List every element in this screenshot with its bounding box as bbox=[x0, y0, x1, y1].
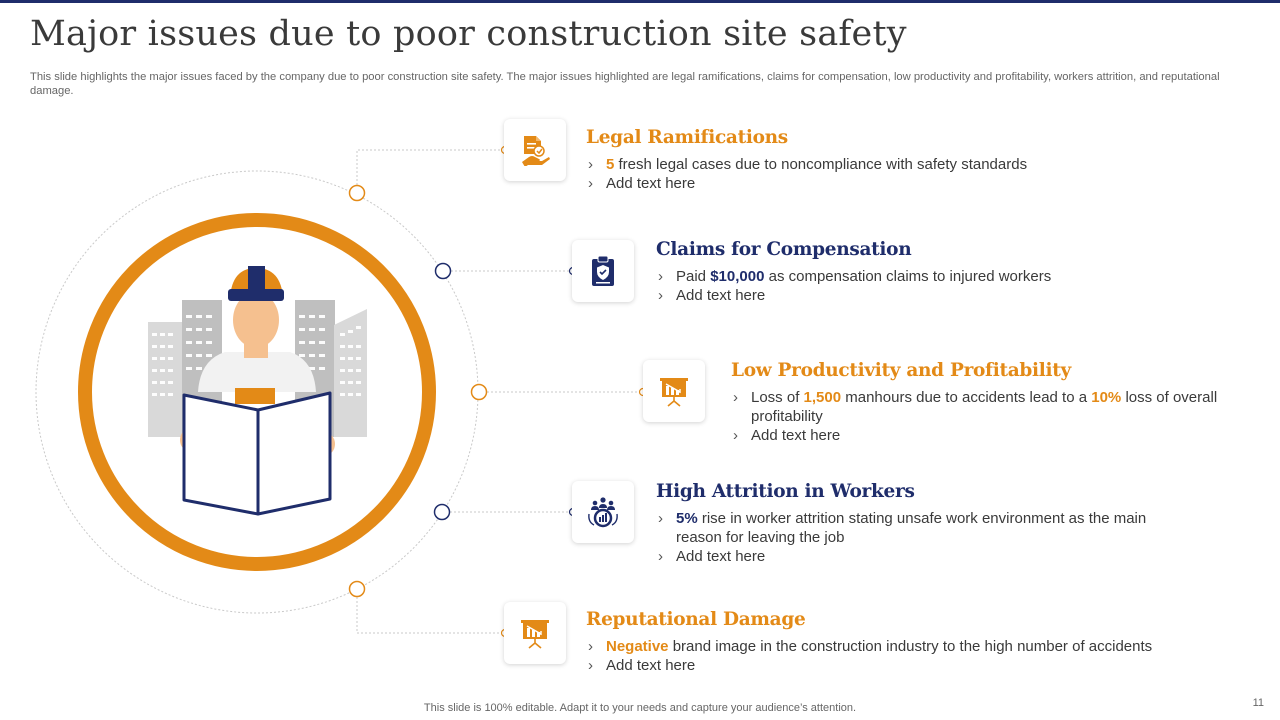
declining-chart-presentation-icon bbox=[658, 375, 690, 407]
issue-bullets bbox=[586, 155, 1246, 193]
reputation-icon-box bbox=[504, 602, 566, 664]
bullet-text: brand image in the construction industry to the high number of accidents bbox=[668, 638, 1153, 655]
workers-group-chart-icon bbox=[587, 496, 619, 528]
clipboard-shield-icon bbox=[587, 255, 619, 287]
highlight-value: 5% bbox=[676, 510, 698, 527]
bullet-text: Add text here bbox=[751, 427, 841, 444]
claims-icon-box bbox=[572, 240, 634, 302]
issue-high-attrition bbox=[656, 480, 1196, 566]
issue-bullets bbox=[731, 388, 1256, 445]
issue-low-productivity bbox=[731, 359, 1256, 445]
issue-bullets bbox=[656, 267, 1256, 305]
bullet-text: rise in worker attrition stating unsafe work environment as the main reason for leaving the job bbox=[676, 510, 1147, 546]
bullet-item bbox=[656, 509, 1196, 547]
bullet-prefix: Loss of bbox=[751, 389, 804, 406]
bullet-text: fresh legal cases due to noncompliance with safety standards bbox=[614, 156, 1028, 173]
highlight-value: $10,000 bbox=[710, 268, 765, 285]
connector-reputation bbox=[357, 589, 505, 633]
bullet-text: Add text here bbox=[606, 657, 696, 674]
bullet-item bbox=[586, 656, 1246, 675]
bullet-text: Add text here bbox=[606, 175, 696, 192]
attrition-icon-box bbox=[572, 481, 634, 543]
bullet-item bbox=[656, 547, 1196, 566]
issue-title: High Attrition in Workers bbox=[656, 481, 915, 502]
bullet-item bbox=[586, 155, 1246, 174]
issue-bullets bbox=[586, 637, 1246, 675]
declining-chart-presentation-icon bbox=[519, 617, 551, 649]
bullet-item bbox=[586, 174, 1246, 193]
issue-title: Reputational Damage bbox=[586, 609, 806, 630]
issue-legal-ramifications bbox=[586, 126, 1246, 193]
bullet-text: Add text here bbox=[676, 548, 766, 565]
ring-node-claims bbox=[436, 264, 451, 279]
connector-legal bbox=[357, 150, 505, 193]
ring-node-legal bbox=[350, 186, 365, 201]
issue-title: Claims for Compensation bbox=[656, 239, 912, 260]
bullet-item bbox=[731, 426, 1256, 445]
highlight-value: Negative bbox=[606, 638, 669, 655]
bullet-prefix: Paid bbox=[676, 268, 711, 285]
bullet-item bbox=[656, 286, 1256, 305]
highlight-value: 1,500 bbox=[803, 389, 842, 406]
bullet-text: Add text here bbox=[676, 287, 766, 304]
legal-icon-box bbox=[504, 119, 566, 181]
highlight-value: 10% bbox=[1091, 389, 1122, 406]
bullet-text: as compensation claims to injured workers bbox=[764, 268, 1052, 285]
bullet-item bbox=[586, 637, 1246, 656]
page-number: 11 bbox=[1252, 697, 1264, 709]
issue-claims-for-compensation bbox=[656, 238, 1256, 305]
slide-title: Major issues due to poor construction site safety bbox=[30, 14, 907, 54]
ring-node-reputation bbox=[350, 582, 365, 597]
issue-reputational-damage bbox=[586, 608, 1246, 675]
slide-subtitle: This slide highlights the major issues faced by the company due to poor construction site safety. The major issues highlighted are legal ramifications, claims for compensation, low productivity and profitability, workers attrition, and reputational damage. bbox=[30, 71, 1220, 97]
issue-title: Legal Ramifications bbox=[586, 127, 788, 148]
ring-node-productivity bbox=[472, 385, 487, 400]
issue-title: Low Productivity and Profitability bbox=[731, 360, 1071, 381]
bullet-text: manhours due to accidents lead to a bbox=[841, 389, 1092, 406]
productivity-icon-box bbox=[643, 360, 705, 422]
bullet-item bbox=[656, 267, 1256, 286]
issue-bullets bbox=[656, 509, 1196, 566]
bullet-item bbox=[731, 388, 1256, 426]
slide-footer: This slide is 100% editable. Adapt it to your needs and capture your audience’s attention. bbox=[423, 702, 857, 714]
legal-document-hand-icon bbox=[519, 134, 551, 166]
bullet-suffix: loss of overall profitability bbox=[751, 389, 1218, 425]
highlight-value: 5 bbox=[606, 156, 615, 173]
ring-node-attrition bbox=[435, 505, 450, 520]
